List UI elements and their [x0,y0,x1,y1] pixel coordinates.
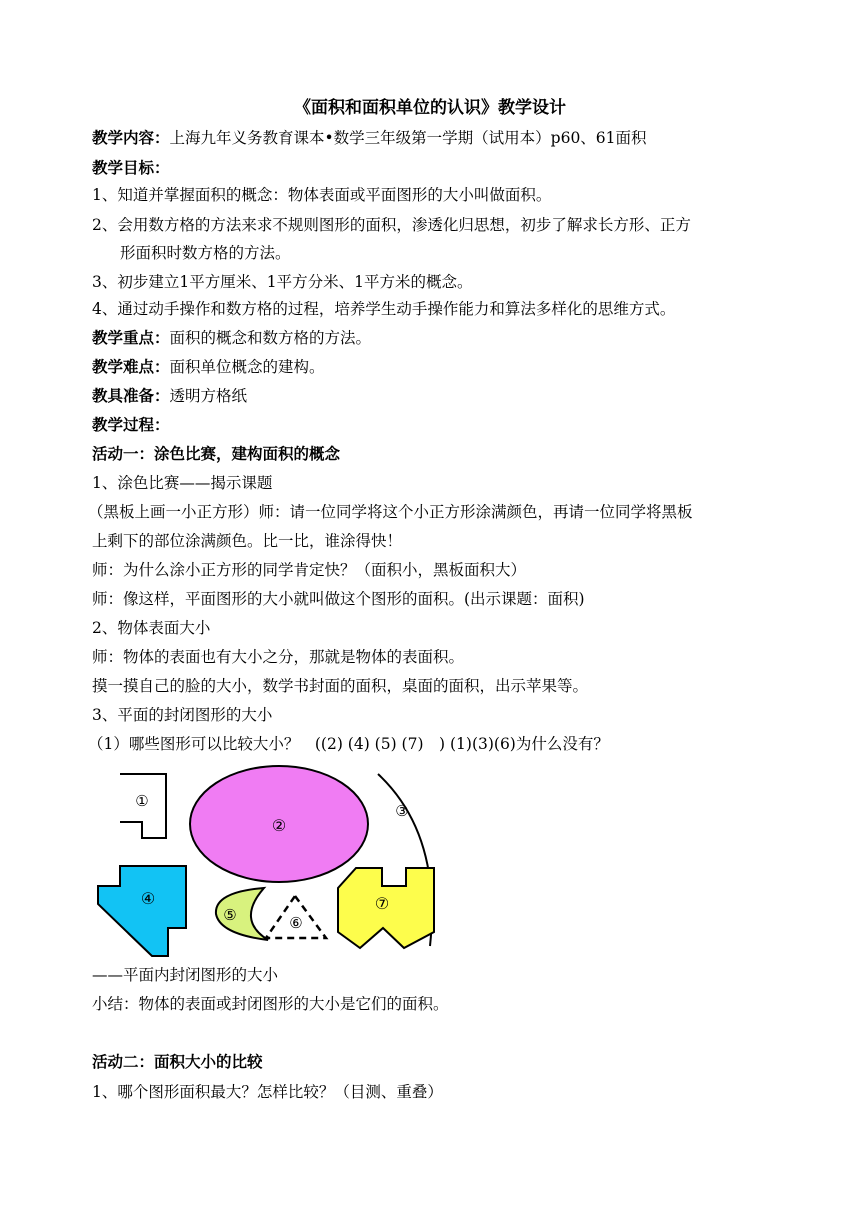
goal-4: 4、通过动手操作和数方格的过程，培养学生动手操作能力和算法多样化的思维方式。 [92,300,676,318]
figure-caption: ——平面内封闭图形的大小 [92,966,279,984]
shape-5-label: ⑤ [223,906,237,924]
difficulty-label: 教学难点： [92,357,170,376]
goal-2: 2、会用数方格的方法来求不规则图形的面积，渗透化归思想，初步了解求长方形、正方 [92,216,691,234]
process-label: 教学过程： [92,415,170,434]
activity-2-step-1: 1、哪个图形面积最大？怎样比较？（目测、重叠） [92,1083,443,1101]
shape-2-label: ② [271,816,287,835]
content-text: 上海九年义务教育课本•数学三年级第一学期（试用本）p60、61面积 [169,129,647,147]
shape-7-label: ⑦ [374,894,390,913]
paragraph-line: 师：像这样，平面图形的大小就叫做这个图形的面积。(出示课题：面积) [92,590,585,608]
tools-text: 透明方格纸 [169,387,248,405]
document-title: 《面积和面积单位的认识》教学设计 [294,98,566,118]
paragraph-line: （黑板上画一小正方形）师：请一位同学将这个小正方形涂满颜色，再请一位同学将黑板 [88,503,693,521]
activity-2-heading: 活动二：面积大小的比较 [92,1052,263,1071]
tools-line [92,385,247,407]
content-label: 教学内容： [92,128,170,147]
difficulty-text: 面积单位概念的建构。 [169,358,325,376]
summary-line: 小结：物体的表面或封闭图形的大小是它们的面积。 [92,995,449,1013]
paragraph-line: 师：物体的表面也有大小之分，那就是物体的表面积。 [92,648,465,666]
content-line [92,127,647,149]
shape-3-label: ③ [395,802,409,820]
step-2-heading: 2、物体表面大小 [92,619,211,637]
difficulty-line [92,356,325,378]
key-label: 教学重点： [92,328,170,347]
goals-label: 教学目标： [92,158,170,177]
paragraph-line: 师：为什么涂小正方形的同学肯定快？（面积小，黑板面积大） [92,561,527,579]
shape-6-label: ⑥ [289,914,303,932]
tools-label: 教具准备： [92,386,170,405]
paragraph-line: 摸一摸自己的脸的大小，数学书封面的面积，桌面的面积，出示苹果等。 [92,677,589,695]
goal-3: 3、初步建立1平方厘米、1平方分米、1平方米的概念。 [92,273,473,291]
goal-1: 1、知道并掌握面积的概念：物体表面或平面图形的大小叫做面积。 [92,186,552,204]
step-1-heading: 1、涂色比赛——揭示课题 [92,474,273,492]
activity-1-heading: 活动一：涂色比赛，建构面积的概念 [92,444,341,463]
step-3-heading: 3、平面的封闭图形的大小 [92,706,273,724]
key-line [92,327,371,349]
shape-4-polygon [98,866,186,956]
key-text: 面积的概念和数方格的方法。 [169,329,372,347]
shape-4-label: ④ [140,889,156,908]
paragraph-line: 上剩下的部位涂满颜色。比一比，谁涂得快！ [92,532,403,550]
goal-2-cont: 形面积时数方格的方法。 [120,244,291,262]
shape-1-label: ① [135,792,149,810]
shapes-figure [92,764,452,964]
question-line: （1）哪些图形可以比较大小？ ((2) (4) (5) (7) ) (1)(3)(6)为什么没有？ [88,735,609,753]
